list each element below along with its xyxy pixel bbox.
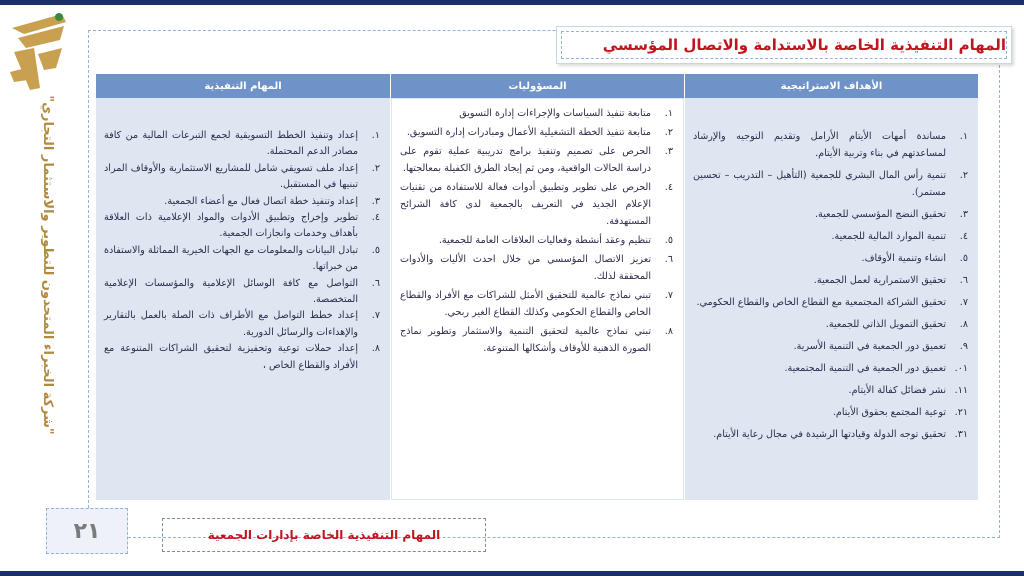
item-text: توعية المجتمع بحقوق الأيتام. bbox=[832, 407, 946, 418]
item-number: ٤. bbox=[664, 182, 673, 193]
item-number: ١. bbox=[959, 131, 968, 142]
list-item bbox=[693, 228, 968, 245]
list-item bbox=[400, 323, 673, 357]
list-item bbox=[693, 206, 968, 223]
item-text: إعداد خطط التواصل مع الأطراف ذات الصلة بالعمل بالتقارير والإهداءات والرسائل الدورية. bbox=[104, 310, 358, 338]
item-number: ٦. bbox=[371, 277, 380, 289]
list-item bbox=[104, 243, 380, 276]
item-text: مساندة أمهات الأيتام الأرامل وتقديم التوجيه والإرشاد لمساعدتهم في بناء وتربية الأيتام. bbox=[693, 131, 946, 159]
item-text: الحرص على تصميم وتنفيذ برامج تدريبية عملية تقوم على دراسة الحالات الواقعية، ومن ثم إيجاد الطرق الكفيلة بمعالجتها. bbox=[400, 146, 651, 174]
list-item bbox=[693, 250, 968, 267]
title-box bbox=[556, 26, 1012, 64]
tasks-list bbox=[104, 128, 380, 374]
item-number: ٧. bbox=[664, 290, 673, 301]
item-number: ١. bbox=[664, 108, 673, 119]
list-item bbox=[400, 105, 673, 122]
list-item bbox=[400, 287, 673, 321]
item-number: ٦. bbox=[959, 275, 968, 286]
list-item bbox=[693, 382, 968, 399]
page-title: المهام التنفيذية الخاصة بالاستدامة والاتصال المؤسسي bbox=[602, 36, 1006, 54]
item-text: تبادل البيانات والمعلومات مع الجهات الخيرية المماثلة والاستفادة من خبراتها. bbox=[104, 244, 358, 273]
item-number: ٢١. bbox=[954, 407, 968, 418]
item-number: ١١. bbox=[954, 385, 968, 396]
list-item bbox=[400, 179, 673, 230]
list-item bbox=[693, 128, 968, 162]
item-text: الحرص على تطوير وتطبيق أدوات فعالة للاستفادة من تقنيات الإعلام الجديد في التعريف بالجمعية لدى كافة الشرائح المستهدفة. bbox=[400, 182, 651, 227]
list-item bbox=[400, 124, 673, 141]
item-text: متابعة تنفيذ السياسات والإجراءات إدارة التسويق bbox=[459, 108, 651, 119]
column-header: المهام التنفيذية bbox=[96, 74, 390, 98]
item-number: ٢. bbox=[371, 162, 380, 174]
item-text: تحقيق التمويل الذاتي للجمعية. bbox=[825, 319, 946, 330]
list-item bbox=[693, 294, 968, 311]
column-executive-tasks bbox=[96, 74, 390, 500]
footer-label-box bbox=[162, 518, 486, 552]
item-text: تحقيق توجه الدولة وقيادتها الرشيدة في مجال رعاية الأيتام. bbox=[713, 429, 946, 440]
item-number: ٦. bbox=[664, 254, 673, 265]
item-number: ٤. bbox=[371, 212, 380, 224]
item-number: ٣١. bbox=[954, 429, 968, 440]
tasks-table bbox=[96, 74, 978, 500]
list-item bbox=[693, 426, 968, 443]
list-item bbox=[104, 161, 380, 194]
item-number: ٤. bbox=[959, 231, 968, 242]
item-number: ٣. bbox=[959, 209, 968, 220]
item-text: تبني نماذج عالمية لتحقيق التنمية والاستثمار وتطوير نماذج الصورة الذهنية للأوقاف وأشكالها المتنوعة. bbox=[400, 326, 651, 354]
list-item bbox=[104, 341, 380, 374]
item-text: إعداد وتنفيذ الخطط التسويقية لجمع التبرعات المالية من كافة مصادر الدعم المحتملة. bbox=[104, 130, 358, 158]
item-text: تنمية رأس المال البشري للجمعية (التأهيل – التدريب – تحسين مستمر). bbox=[693, 170, 946, 198]
item-text: تنمية الموارد المالية للجمعية. bbox=[831, 231, 946, 242]
list-item bbox=[104, 308, 380, 341]
list-item bbox=[693, 360, 968, 377]
item-text: تحقيق النضج المؤسسي للجمعية. bbox=[815, 209, 946, 220]
list-item bbox=[104, 194, 380, 210]
item-text: إعداد ملف تسويقي شامل للمشاريع الاستثمارية والأوقاف المراد تبنيها في المستقبل. bbox=[104, 162, 358, 191]
item-number: ٥. bbox=[959, 253, 968, 264]
list-item bbox=[104, 210, 380, 243]
item-number: ٢. bbox=[959, 170, 968, 181]
item-text: تبني نماذج عالمية للتحقيق الأمثل للشراكات مع الأفراد والقطاع الخاص والقطاع الحكومي وكذلك القطاع الغير ربحي. bbox=[400, 290, 651, 318]
item-text: إعداد حملات توعية وتحفيزية لتحقيق الشراكات المتنوعة مع الأفراد والقطاع الخاص ، bbox=[104, 343, 358, 371]
column-responsibilities bbox=[390, 74, 684, 500]
list-item bbox=[693, 272, 968, 289]
item-text: إعداد وتنفيذ خطة اتصال فعال مع أعضاء الجمعية. bbox=[164, 195, 358, 207]
responsibilities-list bbox=[400, 105, 673, 357]
bottom-bar bbox=[0, 571, 1024, 576]
item-number: ٨. bbox=[664, 326, 673, 337]
top-bar bbox=[0, 0, 1024, 5]
item-text: تعزيز الاتصال المؤسسي من خلال احدث الأليات والأدوات المحققة لذلك. bbox=[400, 254, 651, 282]
company-name: "شركة الخبراء المتحدون للتطوير والاستثمار التجاري" bbox=[40, 95, 55, 435]
list-item bbox=[400, 251, 673, 285]
column-header: المسؤوليات bbox=[391, 74, 684, 98]
list-item bbox=[400, 232, 673, 249]
item-text: تنظيم وعقد أنشطة وفعاليات العلاقات العامة للجمعية. bbox=[438, 235, 651, 246]
list-item bbox=[104, 276, 380, 309]
item-text: تحقيق الاستمرارية لعمل الجمعية. bbox=[813, 275, 946, 286]
column-header: الأهداف الاستراتيجية bbox=[685, 74, 978, 98]
footer-label: المهام التنفيذية الخاصة بإدارات الجمعية bbox=[207, 528, 441, 542]
item-number: ٢. bbox=[664, 127, 673, 138]
list-item bbox=[693, 338, 968, 355]
column-strategic-goals bbox=[684, 74, 978, 500]
item-number: ٣. bbox=[664, 146, 673, 157]
item-number: ٥. bbox=[664, 235, 673, 246]
item-text: متابعة تنفيذ الخطة التشغيلية الأعمال ومبادرات إدارة التسويق. bbox=[406, 127, 651, 138]
item-text: نشر فضائل كفالة الأيتام. bbox=[848, 385, 946, 396]
list-item bbox=[693, 316, 968, 333]
item-text: تحقيق الشراكة المجتمعية مع القطاع الخاص والقطاع الحكومي. bbox=[696, 297, 946, 308]
item-text: التواصل مع كافة الوسائل الإعلامية والمؤسسات الإعلامية المتخصصة. bbox=[104, 277, 358, 306]
item-number: ٩. bbox=[959, 341, 968, 352]
item-number: ٨. bbox=[959, 319, 968, 330]
item-number: ٧. bbox=[959, 297, 968, 308]
goals-list bbox=[693, 128, 968, 443]
list-item bbox=[693, 404, 968, 421]
page-number-box bbox=[46, 508, 128, 554]
item-number: ٨. bbox=[371, 343, 380, 355]
list-item bbox=[104, 128, 380, 161]
item-text: تعميق دور الجمعية في التنمية الأسرية. bbox=[793, 341, 946, 352]
item-text: انشاء وتنمية الأوقاف. bbox=[861, 253, 946, 264]
item-number: ٣. bbox=[371, 195, 380, 207]
item-number: ٧. bbox=[371, 310, 380, 322]
list-item bbox=[400, 143, 673, 177]
item-number: ٠١. bbox=[954, 363, 968, 374]
page-number: ٢١ bbox=[73, 518, 101, 544]
item-number: ٥. bbox=[371, 244, 380, 256]
item-text: تعميق دور الجمعية في التنمية المجتمعية. bbox=[784, 363, 946, 374]
list-item bbox=[693, 167, 968, 201]
item-text: تطوير وإخراج وتطبيق الأدوات والمواد الإعلامية ذات العلاقة بأهداف وخدمات وانجازات الجمعية. bbox=[104, 212, 358, 240]
item-number: ١. bbox=[371, 130, 380, 141]
